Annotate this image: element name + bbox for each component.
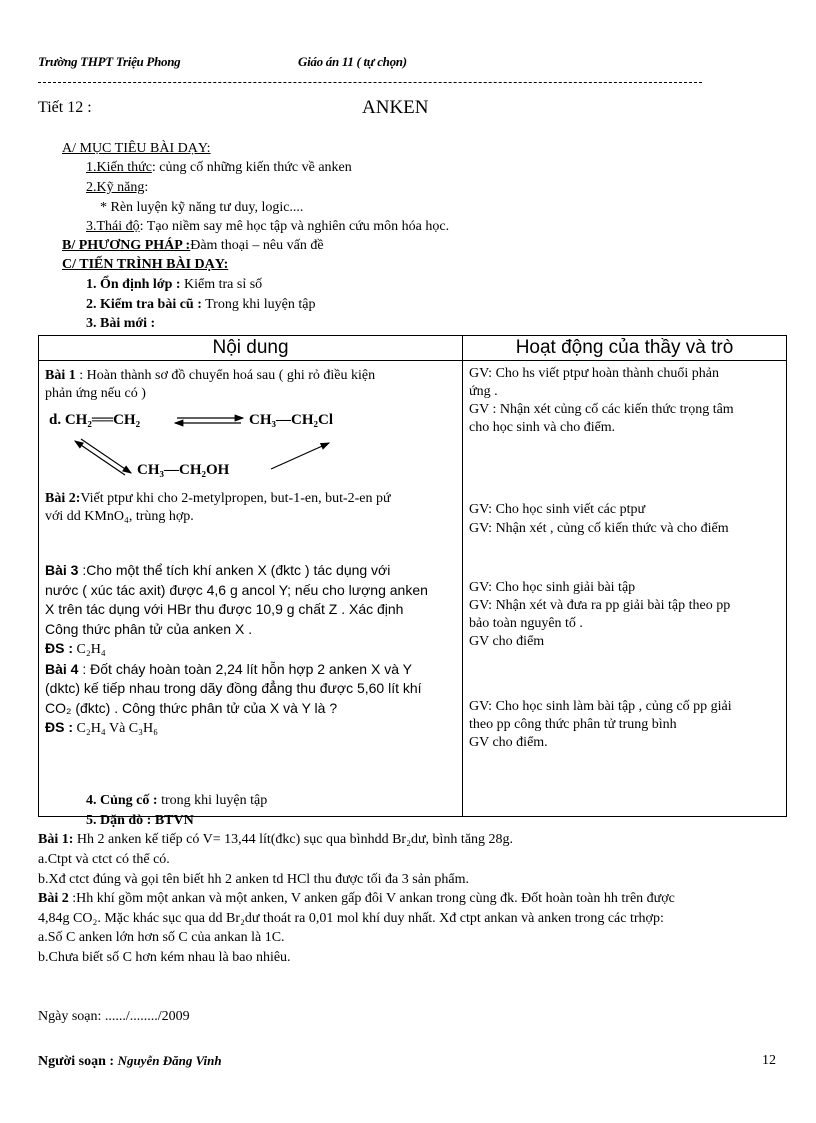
step1-line xyxy=(86,277,262,293)
step2-text: Trong khi luyện tập xyxy=(201,297,316,312)
skill-label: 2.Kỹ năng xyxy=(86,180,145,195)
ex1-text: Hh 2 anken kế tiếp có V= 13,44 lít(đkc) sục qua bìnhdd Br₂dư, bình tăng 28g. xyxy=(73,832,514,847)
knowledge-line xyxy=(86,160,352,176)
step3-line xyxy=(86,316,155,332)
knowledge-text: : củng cố những kiến thức về anken xyxy=(151,160,352,175)
ex2-b: b.Chưa biết số C hơn kém nhau là bao nhiêu. xyxy=(38,950,291,965)
bai4-line-a xyxy=(45,660,428,680)
bai4-line-b: (dktc) kế tiếp nhau trong dãy đồng đẳng thu được 5,60 lít khí xyxy=(45,680,422,696)
ex2-line-a xyxy=(38,891,675,907)
gv1-c: GV : Nhận xét củng cố các kiến thức trọng tâm xyxy=(469,402,734,417)
gv4-block xyxy=(469,698,732,752)
bai2-label: Bài 2: xyxy=(45,491,81,506)
step3-label: 3. Bài mới : xyxy=(86,316,156,331)
ex1-b: b.Xđ ctct đúng và gọi tên biết hh 2 anken td HCl thu được tối đa 3 sản phẩm. xyxy=(38,872,470,887)
col-activity-header: Hoạt động của thầy và trò xyxy=(463,336,787,361)
bai2-text-a: Viết ptpư khi cho 2-metylpropen, but-1-en, but-2-en pứ xyxy=(80,491,391,506)
prep-date: Ngày soạn: ....../......../2009 xyxy=(38,1009,190,1024)
scheme-ethanol: CH₃—CH₂OH xyxy=(137,462,230,478)
step4-line xyxy=(86,793,267,809)
arrow-ethylene-to-ethanol xyxy=(81,439,131,473)
section-a-heading xyxy=(62,141,211,157)
school-name: Trường THPT Triệu Phong xyxy=(38,54,181,69)
gv1-b: ứng . xyxy=(469,384,498,399)
header-divider xyxy=(38,82,702,83)
attitude-line xyxy=(86,219,449,235)
gv1-a: GV: Cho hs viết ptpư hoàn thành chuổi phản xyxy=(469,366,719,381)
step1-text: Kiểm tra sỉ số xyxy=(180,277,263,292)
gv3-a: GV: Cho học sinh giải bài tập xyxy=(469,580,636,595)
step5-label: 5. Dặn dò : BTVN xyxy=(86,813,194,828)
bai3-line-a xyxy=(45,561,428,581)
author-name: Nguyễn Đăng Vinh xyxy=(117,1053,222,1068)
arrow-ethanol-to-ethylene xyxy=(75,441,125,475)
bai3-answer xyxy=(45,639,428,660)
step2-line xyxy=(86,297,315,313)
gv2-a: GV: Cho học sinh viết các ptpư xyxy=(469,502,646,517)
bai1-label: Bài 1 xyxy=(45,368,76,383)
bai4-answer xyxy=(45,718,428,739)
section-b-heading: B/ PHƯƠNG PHÁP : xyxy=(62,238,191,253)
ex1-label: Bài 1: xyxy=(38,832,74,847)
bai4-text-a: : Đốt cháy hoàn toàn 2,24 lít hỗn hợp 2 anken X và Y xyxy=(78,660,412,677)
bai3-ans-value: C₂H₄ xyxy=(73,642,106,657)
bai3-ans-label: ĐS : xyxy=(45,640,73,656)
scheme-chloride: CH₃—CH₂Cl xyxy=(249,412,333,428)
bai2-line-a xyxy=(45,490,391,508)
gv4-c: GV cho điểm. xyxy=(469,735,548,750)
section-b-text: Đàm thoại – nêu vấn đề xyxy=(190,238,324,253)
gv1-d: cho học sinh và cho điểm. xyxy=(469,420,616,435)
bai3-line-c: X trên tác dụng với HBr thu được 10,9 g chất Z . Xác định xyxy=(45,601,404,617)
step1-label: 1. Ổn định lớp : xyxy=(86,277,181,292)
bai1-line-b: phản ứng nếu có ) xyxy=(45,386,146,401)
ex1-line xyxy=(38,832,513,848)
arrow-ethanol-to-chloride xyxy=(271,443,329,469)
content-cell xyxy=(39,361,463,817)
ex2-a: a.Số C anken lớn hơn số C của ankan là 1C. xyxy=(38,930,285,945)
scheme-ethylene-formula: CH₂══CH₂ xyxy=(64,412,141,428)
bai4-ans-label: ĐS : xyxy=(45,719,73,735)
skill-colon: : xyxy=(144,180,149,195)
bai3-line-b: nước ( xúc tác axit) được 4,6 g ancol Y; nếu cho lượng anken xyxy=(45,581,428,598)
attitude-text: : Tạo niềm say mê học tập và nghiên cứu môn hóa học. xyxy=(139,219,450,234)
step4-text: trong khi luyện tập xyxy=(157,793,268,808)
ex2-label: Bài 2 xyxy=(38,891,69,906)
section-b-line xyxy=(62,238,324,254)
bai3-label: Bài 3 xyxy=(45,562,79,578)
step5-line xyxy=(86,813,194,829)
subject-title: Giáo án 11 ( tự chọn) xyxy=(298,54,407,69)
scheme-arrows xyxy=(39,361,462,501)
bai4-line-c: CO₂ (đktc) . Công thức phân tử của X và Y là ? xyxy=(45,699,338,716)
activity-cell xyxy=(463,361,787,817)
attitude-label: 3.Thái độ xyxy=(86,219,140,234)
section-a-heading-text: A/ MỤC TIÊU BÀI DẠY: xyxy=(62,141,211,156)
bai4-ans-value: C₂H₄ Và C₃H₆ xyxy=(73,721,158,736)
bai3-text-a: :Cho một thể tích khí anken X (đktc ) tác dụng với xyxy=(78,562,391,578)
bai4-label: Bài 4 xyxy=(45,660,79,677)
lesson-title: ANKEN xyxy=(362,97,429,118)
gv3-block xyxy=(469,579,730,651)
gv2-block xyxy=(469,500,729,538)
gv1-block xyxy=(469,365,734,437)
section-c-heading: C/ TIẾN TRÌNH BÀI DẠY: xyxy=(62,257,229,272)
gv4-a: GV: Cho học sinh làm bài tập , củng cố pp giải xyxy=(469,699,732,714)
ex2-line-b: 4,84g CO₂. Mặc khác sục qua dd Br₂dư thoát ra 0,01 mol khí duy nhất. Xđ ctpt ankan và anken trong các trhợp: xyxy=(38,911,664,926)
bai2-line-b: với dd KMnO₄, trùng hợp. xyxy=(45,509,194,524)
bai3-line-d: Công thức phân tử của anken X . xyxy=(45,620,253,637)
step4-label: 4. Củng cố : xyxy=(86,793,158,808)
gv2-b: GV: Nhận xét , củng cố kiến thức và cho điểm xyxy=(469,521,729,536)
gv3-c: bảo toàn nguyên tố . xyxy=(469,616,583,631)
knowledge-label: 1.Kiến thức xyxy=(86,160,152,175)
author-line xyxy=(38,1053,222,1070)
gv3-d: GV cho điểm xyxy=(469,634,545,649)
bai3-block xyxy=(45,561,428,739)
step2-label: 2. Kiểm tra bài cũ : xyxy=(86,297,202,312)
page-number: 12 xyxy=(762,1053,776,1068)
gv3-b: GV: Nhận xét và đưa ra pp giải bài tập theo pp xyxy=(469,598,731,613)
lesson-period: Tiết 12 : xyxy=(38,99,92,116)
section-c-line xyxy=(62,257,228,273)
ex1-a: a.Ctpt và ctct có thể có. xyxy=(38,852,170,867)
author-label: Người soạn : xyxy=(38,1054,115,1069)
lesson-table xyxy=(38,335,787,817)
skill-item: * Rèn luyện kỹ năng tư duy, logic.... xyxy=(100,200,304,215)
ex2-text-a: :Hh khí gồm một ankan và một anken, V anken gấp đôi V ankan trong cùng đk. Đốt hoàn toàn hh trên được xyxy=(68,891,675,906)
bai1-text-a: : Hoàn thành sơ đồ chuyển hoá sau ( ghi rỏ điều kiện xyxy=(75,368,376,383)
col-content-header: Nội dung xyxy=(39,336,463,361)
gv4-b: theo pp công thức phân tử trung bình xyxy=(469,717,677,732)
skill-line xyxy=(86,180,148,196)
scheme-prefix: d. xyxy=(49,412,62,428)
